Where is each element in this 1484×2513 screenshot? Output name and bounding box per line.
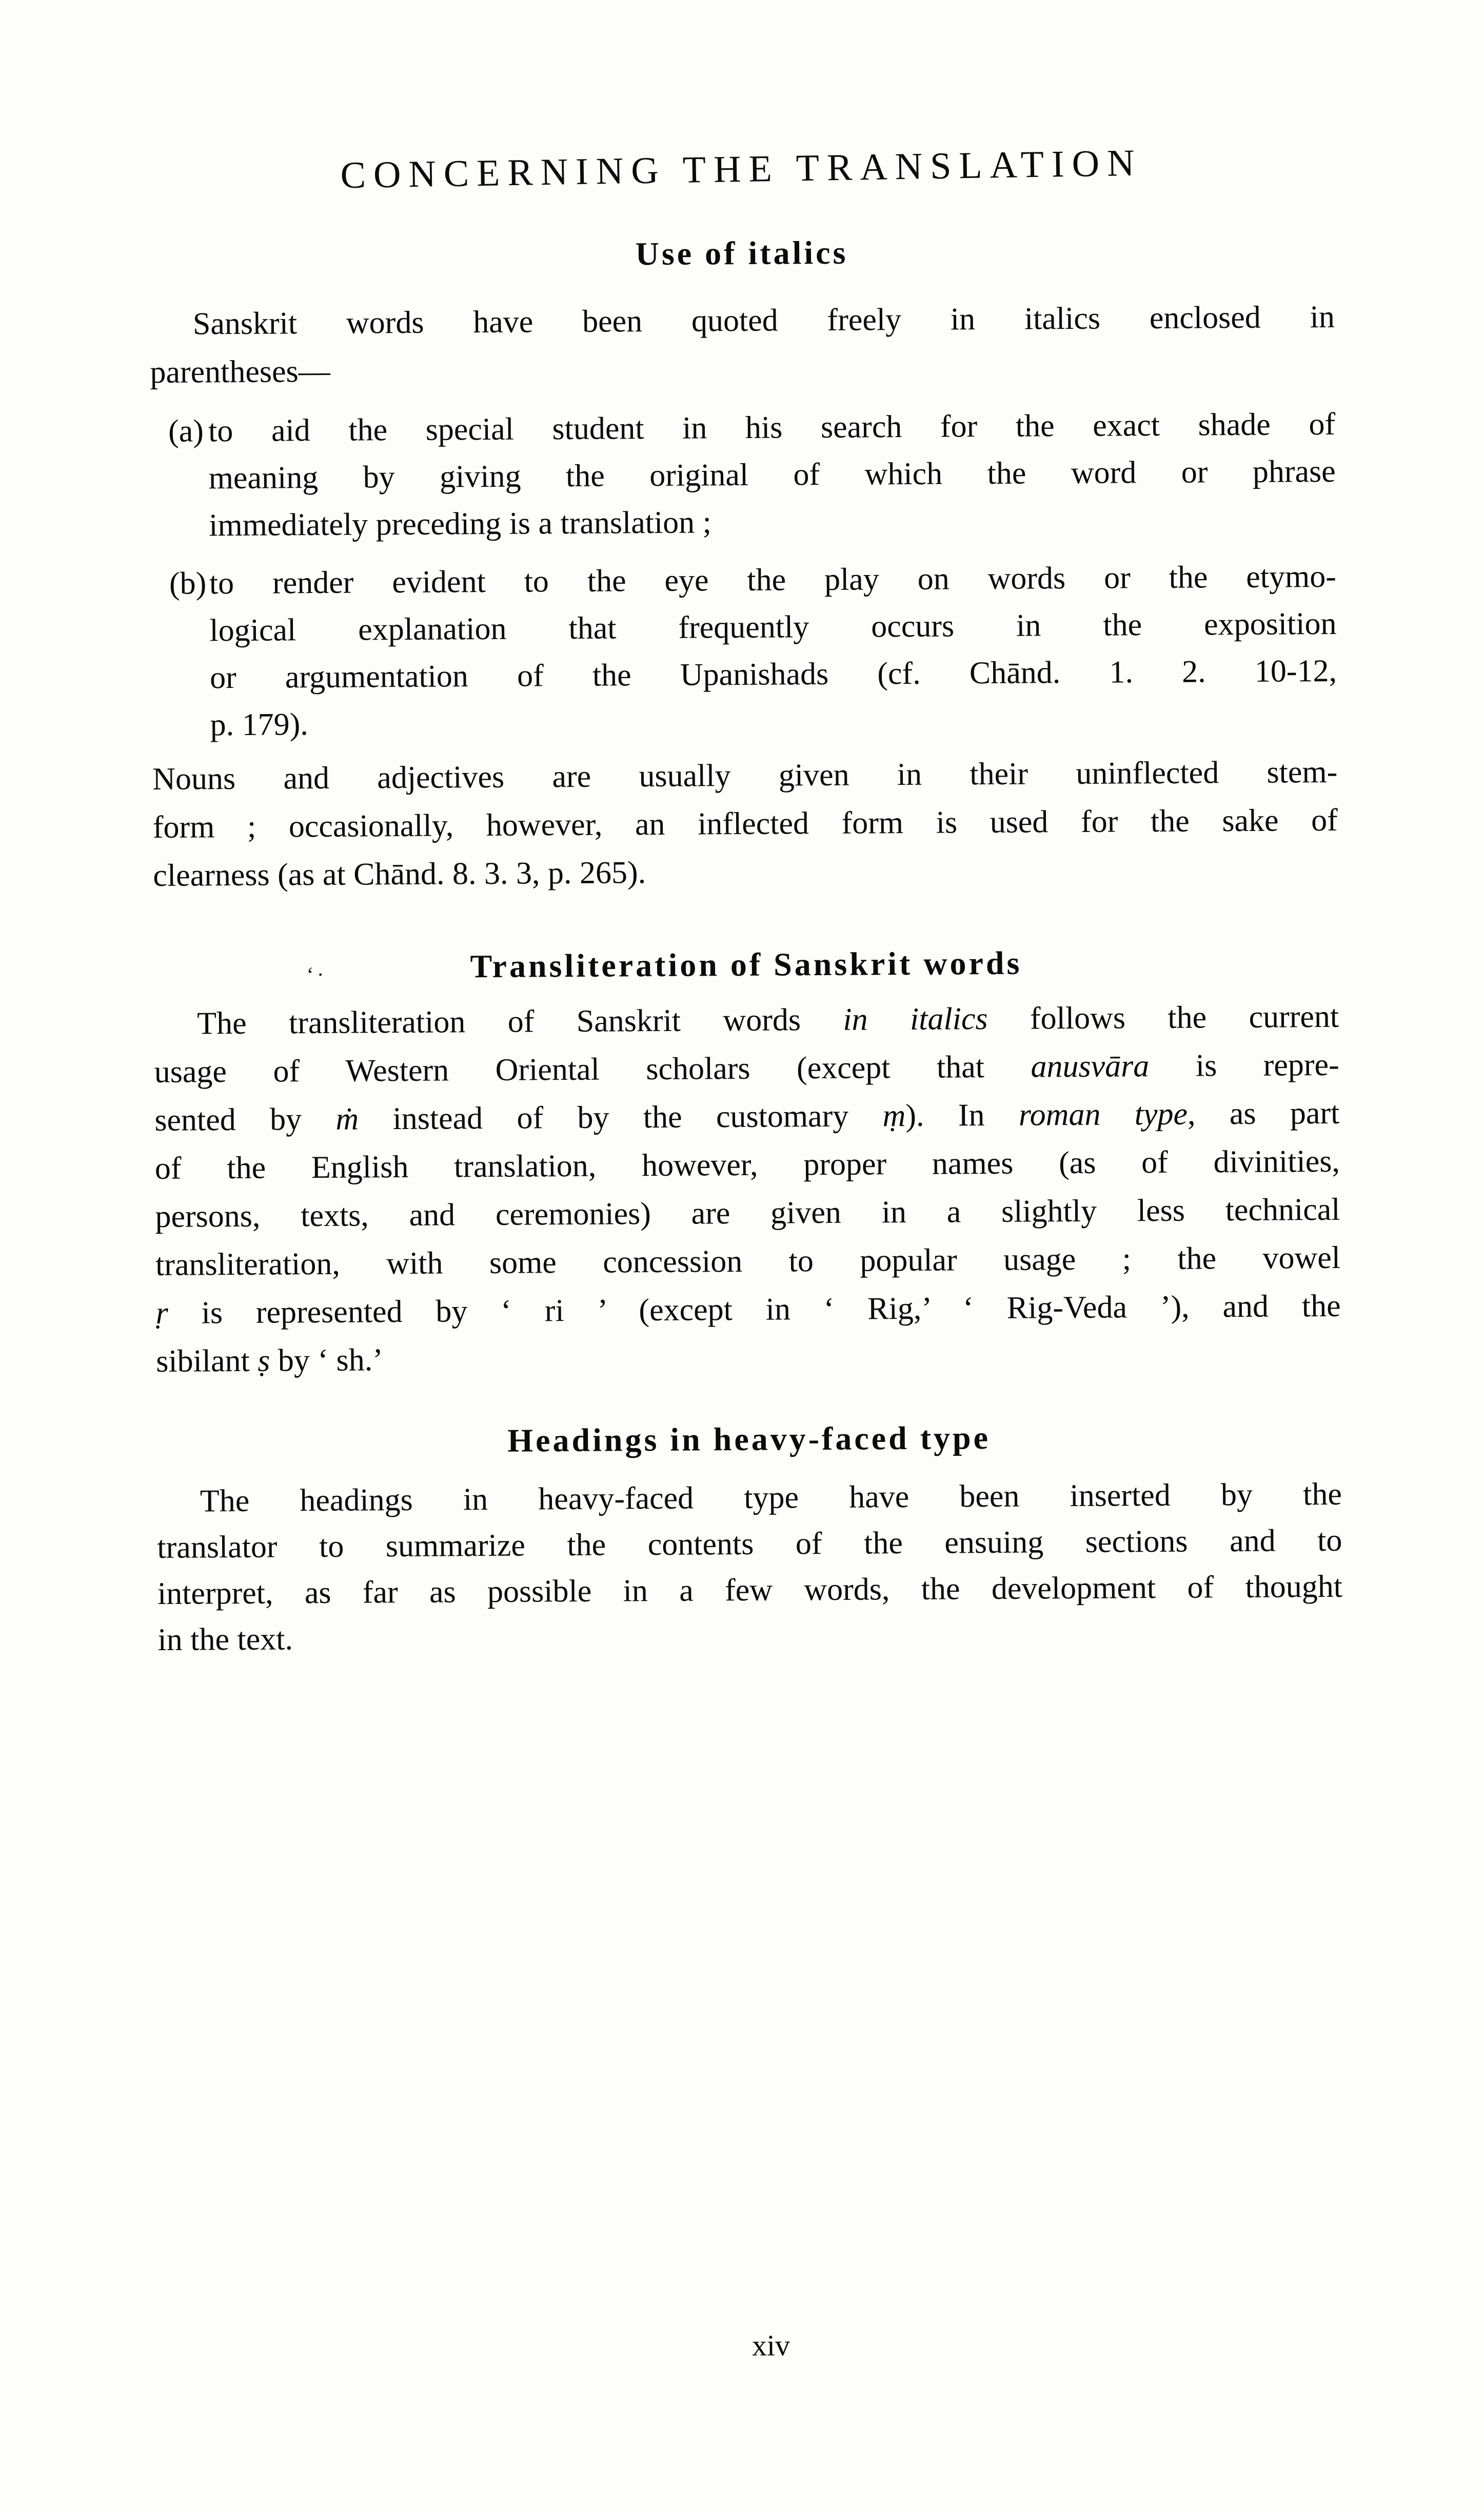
- italic-run: anusvāra: [1031, 1048, 1150, 1084]
- text-run: The transliteration of Sanskrit words: [196, 1002, 843, 1041]
- page-number: xiv: [751, 2328, 790, 2362]
- text-line: [154, 1089, 1340, 1144]
- text-run: usage of Western Oriental scholars (except that: [154, 1049, 1031, 1090]
- text-line: p. 179).: [210, 707, 309, 743]
- paragraph-nouns: [152, 748, 1338, 900]
- text-line: or argumentation of the Upanishads (cf. Chānd. 1. 2. 10-12,: [209, 653, 1337, 696]
- text-line: [154, 993, 1339, 1048]
- text-line: of the English translation, however, proper names (as of divinities,: [154, 1143, 1340, 1186]
- text-line: meaning by giving the original of which the word or phrase: [208, 453, 1336, 496]
- text-line: [156, 1330, 1341, 1386]
- text-line: logical explanation that frequently occurs in the exposition: [209, 606, 1337, 648]
- list-item-b: [169, 553, 1337, 748]
- list-marker-b: (b): [169, 566, 207, 601]
- text-run: follows the current: [987, 999, 1339, 1037]
- text-line: to aid the special student in his search for the exact shade of: [208, 406, 1336, 449]
- text-run: sibilant: [156, 1343, 258, 1379]
- text-line: Nouns and adjectives are usually given in their uninflected stem-: [152, 754, 1338, 797]
- text-line: to render evident to the eye the play on words or the etymo-: [209, 559, 1337, 601]
- print-artifact-mark: ‘·: [306, 963, 327, 987]
- text-line: [155, 1282, 1341, 1337]
- text-line: The headings in heavy-faced type have been inserted by the: [200, 1476, 1342, 1519]
- text-line: interpret, as far as possible in a few words, the development of thought: [157, 1569, 1343, 1611]
- italic-run: ṛ: [155, 1295, 168, 1331]
- text-line: in the text.: [157, 1621, 293, 1657]
- text-line: transliteration, with some concession to popular usage ; the vowel: [155, 1240, 1341, 1282]
- text-run: by ‘ sh.’: [270, 1342, 384, 1378]
- text-run: is repre-: [1149, 1047, 1339, 1084]
- italic-run: ṣ: [258, 1343, 270, 1378]
- section-heading-heavy-faced: Headings in heavy-faced type: [507, 1419, 991, 1459]
- paragraph-transliteration: [154, 993, 1341, 1386]
- page-title: CONCERNING THE TRANSLATION: [340, 142, 1143, 197]
- paragraph-intro: [150, 293, 1335, 397]
- section-heading-use-of-italics: Use of italics: [635, 234, 848, 272]
- text-line: parentheses—: [150, 353, 330, 390]
- italic-run: roman type: [1018, 1096, 1188, 1133]
- list-marker-a: (a): [168, 413, 204, 449]
- text-line: clearness (as at Chānd. 8. 3. 3, p. 265).: [153, 855, 646, 894]
- text-run: sented by: [154, 1101, 336, 1138]
- text-run: , as part: [1187, 1095, 1340, 1132]
- paragraph-heavy-faced: [157, 1471, 1343, 1663]
- italic-run: ṁ: [335, 1101, 359, 1137]
- section-heading-transliteration: Transliteration of Sanskrit words: [470, 944, 1022, 985]
- text-run: instead of by the customary: [359, 1098, 883, 1137]
- text-line: form ; occasionally, however, an inflected form is used for the sake of: [152, 802, 1338, 845]
- text-line: [154, 1041, 1339, 1096]
- italic-run: ṃ: [882, 1098, 906, 1134]
- text-line: Sanskrit words have been quoted freely in italics enclosed in: [192, 299, 1335, 342]
- text-run: ). In: [905, 1097, 1019, 1134]
- italic-run: in italics: [843, 1001, 988, 1037]
- list-item-a: [168, 401, 1336, 549]
- text-run: is represented by ‘ ri ’ (except in ‘ Rig,’ ‘ Rig-Veda ’), and the: [168, 1288, 1341, 1331]
- text-line: translator to summarize the contents of the ensuing sections and to: [157, 1522, 1342, 1565]
- text-line: immediately preceding is a translation ;: [209, 505, 712, 543]
- text-line: persons, texts, and ceremonies) are given in a slightly less technical: [155, 1192, 1340, 1234]
